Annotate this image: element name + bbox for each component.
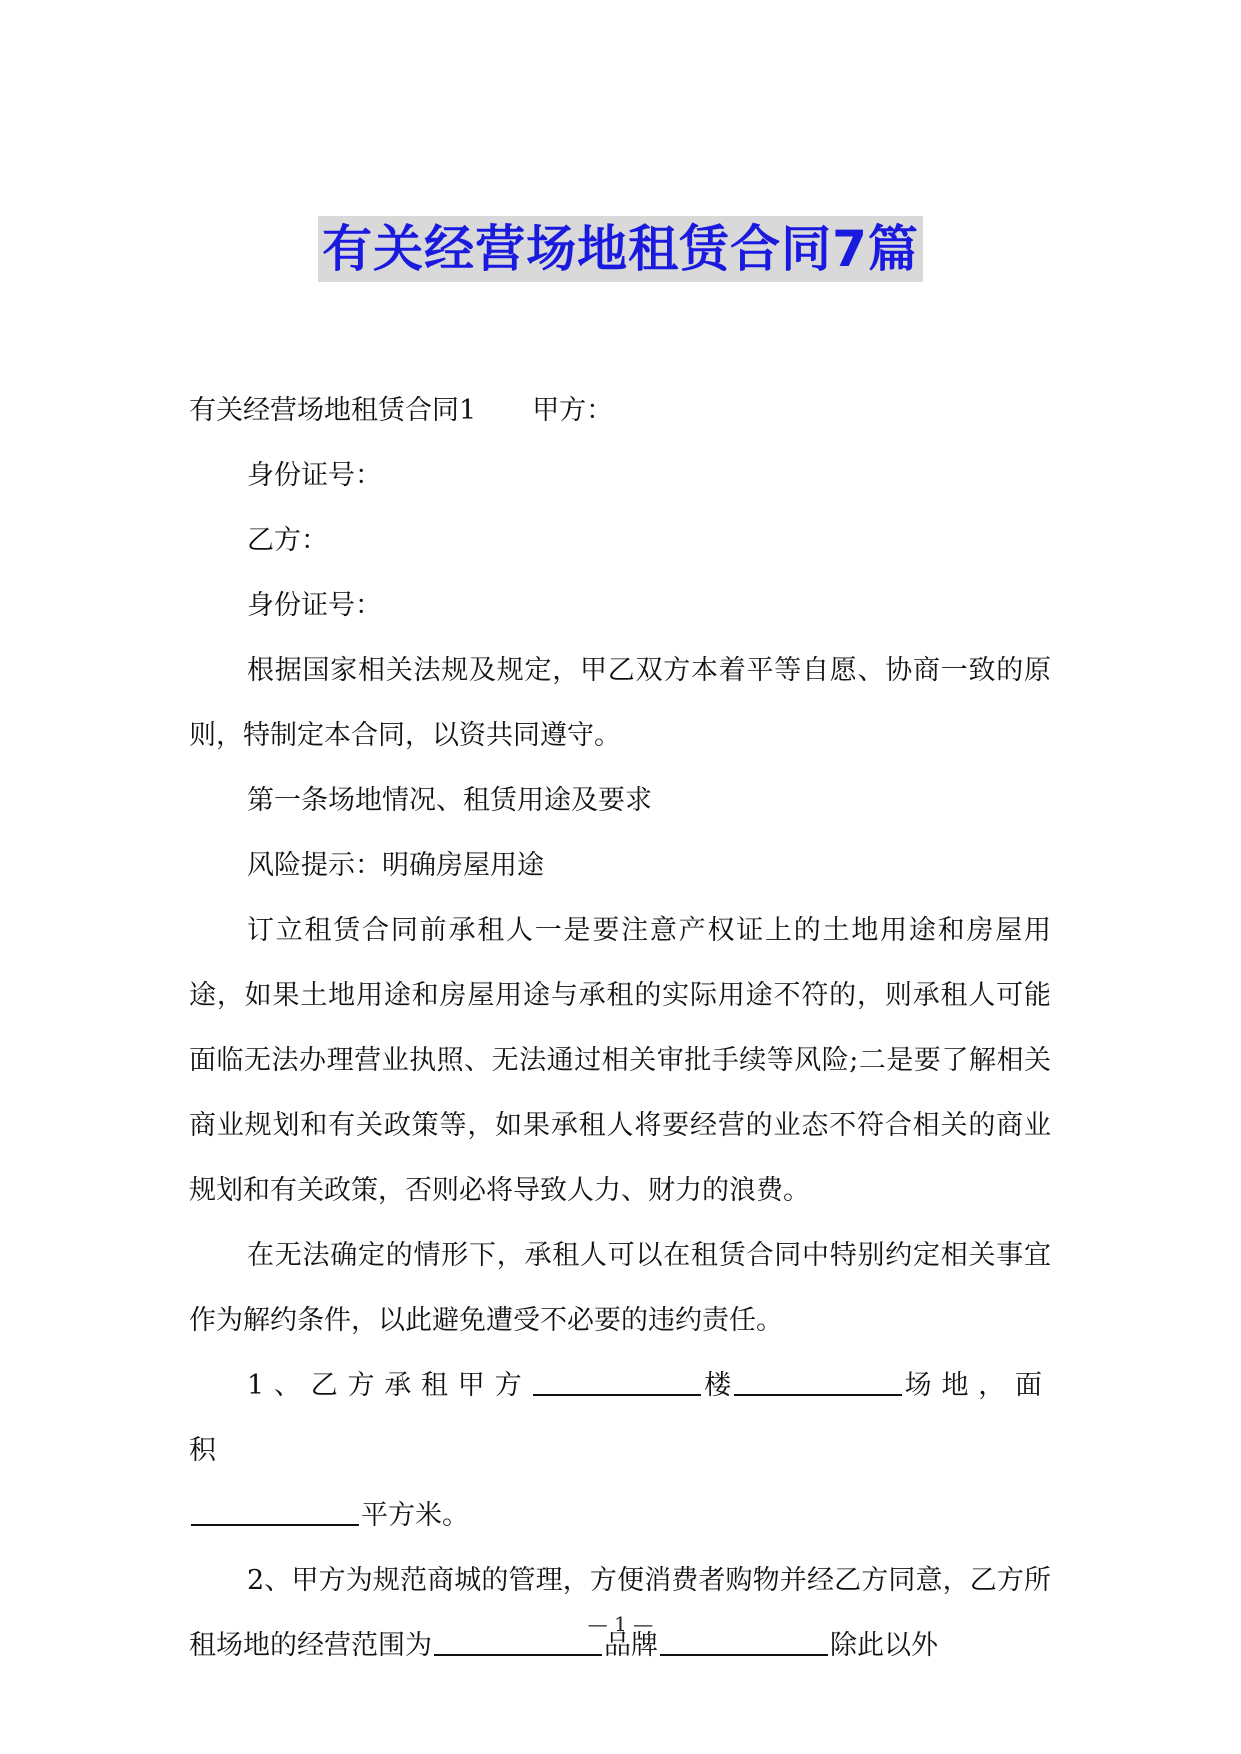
party-b-field: 乙方： <box>247 525 328 556</box>
title-area <box>0 216 1241 282</box>
clause-1-text-4: 平方米。 <box>361 1500 469 1531</box>
clause-1-text-2: 楼 <box>703 1370 732 1401</box>
paragraph-preamble: 根据国家相关法规及规定，甲乙双方本着平等自愿、协商一致的原则，特制定本合同，以资共同遵守。 <box>189 655 1051 751</box>
paragraph-article-1-heading: 第一条场地情况、租赁用途及要求 <box>247 785 652 816</box>
clause-2-text-1: 2、甲方为规范商城的管理，方便消费者购物并经乙方同意，乙方所租场地的经营范围为 <box>189 1565 1051 1661</box>
paragraph-termination-advice: 在无法确定的情形下，承租人可以在租赁合同中特别约定相关事宜作为解约条件，以此避免遭受不必要的违约责任。 <box>189 1240 1051 1336</box>
document-title: 有关经营场地租赁合同7篇 <box>318 216 923 282</box>
paragraph-risk-tip: 风险提示：明确房屋用途 <box>247 850 544 881</box>
clause-1-text-3: 场地，面积 <box>189 1370 1051 1466</box>
document-body <box>189 378 1051 1678</box>
blank-floor-owner <box>533 1368 701 1396</box>
paragraph-risk-detail: 订立租赁合同前承租人一是要注意产权证上的土地用途和房屋用途，如果土地用途和房屋用途与承租的实际用途不符的，则承租人可能面临无法办理营业执照、无法通过相关审批手续等风险;二是要了解相关商业规划和有关政策等，如果承租人将要经营的业态不符合相关的商业规划和有关政策，否则必将导致人力、财力的浪费。 <box>189 915 1051 1206</box>
clause-1 <box>189 1353 1051 1548</box>
party-b-id-field: 身份证号： <box>247 590 382 621</box>
clause-2-text-3: 除此以外 <box>830 1630 938 1661</box>
party-a-label: 甲方： <box>532 395 614 426</box>
party-a-id-field: 身份证号： <box>247 460 382 491</box>
contract-heading: 有关经营场地租赁合同1 <box>189 395 477 426</box>
heading-line <box>189 378 1051 443</box>
clause-1-text-1: 1、乙方承租甲方 <box>247 1370 532 1401</box>
page-number: — 1 — <box>587 1612 654 1636</box>
blank-area <box>191 1498 359 1526</box>
blank-floor-number <box>734 1368 902 1396</box>
clause-2-text-2: 品牌 <box>604 1630 658 1661</box>
